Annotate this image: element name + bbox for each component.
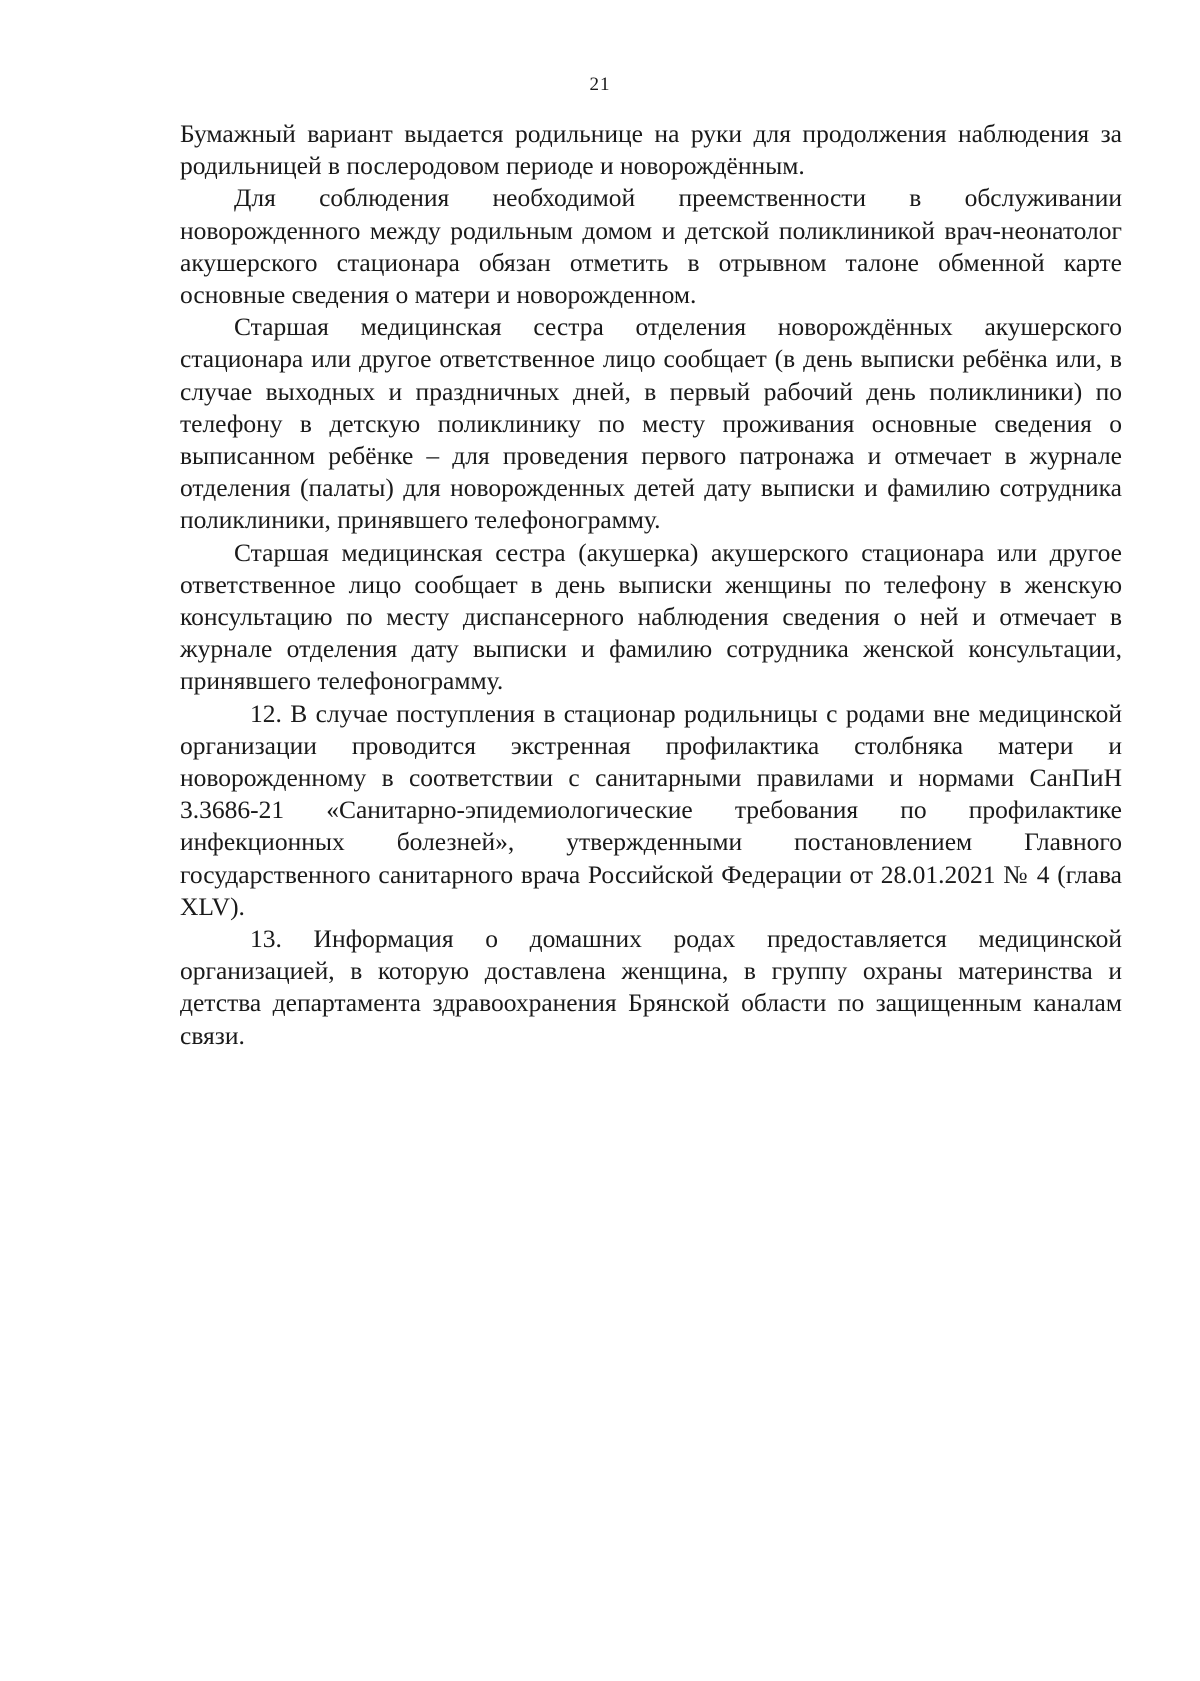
paragraph-item-12-tetanus-prophylaxis: 12. В случае поступления в стационар родильницы с родами вне медицинской организации проводится экстренная профилактика столбняка матери и новорожденному в соответствии с санитарными правилами и нормами СанПиН 3.3686-21 «Санитарно-эпидемиологические требования по профилактике инфекционных болезней», утвержденными постановлением Главного государственного санитарного врача Российской Федерации от 28.01.2021 № 4 (глава XLV). [180, 698, 1122, 921]
paragraph-mother-discharge-notice: Старшая медицинская сестра (акушерка) акушерского стационара или другое ответственное лицо сообщает в день выписки женщины по телефону в женскую консультацию по месту диспансерного наблюдения сведения о ней и отмечает в журнале отделения дату выписки и фамилию сотрудника женской консультации, принявшего телефонограмму. [180, 537, 1122, 696]
paragraph-newborn-discharge-notice: Старшая медицинская сестра отделения новорождённых акушерского стационара или другое ответственное лицо сообщает (в день выписки ребёнка или, в случае выходных и праздничных дней, в первый рабочий день поликлиники) по телефону в детскую поликлинику по месту проживания основные сведения о выписанном ребёнке – для проведения первого патронажа и отмечает в журнале отделения (палаты) для новорожденных детей дату выписки и фамилию сотрудника поликлиники, принявшего телефонограмму. [180, 312, 1122, 535]
paragraph-continuity-of-care: Для соблюдения необходимой преемственности в обслуживании новорожденного между родильным домом и детской поликлиникой врач-неонатолог акушерского стационара обязан отметить в отрывном талоне обменной карте основные сведения о матери и новорожденном. [180, 183, 1122, 310]
document-body [180, 118, 1122, 1052]
paragraph-item-13-home-births: 13. Информация о домашних родах предоставляется медицинской организацией, в которую доставлена женщина, в группу охраны материнства и детства департамента здравоохранения Брянской области по защищенным каналам связи. [180, 924, 1122, 1050]
page-number: 21 [589, 74, 611, 95]
paragraph-paper-copy: Бумажный вариант выдается родильнице на руки для продолжения наблюдения за родильницей в послеродовом периоде и новорождённым. [180, 119, 1122, 181]
